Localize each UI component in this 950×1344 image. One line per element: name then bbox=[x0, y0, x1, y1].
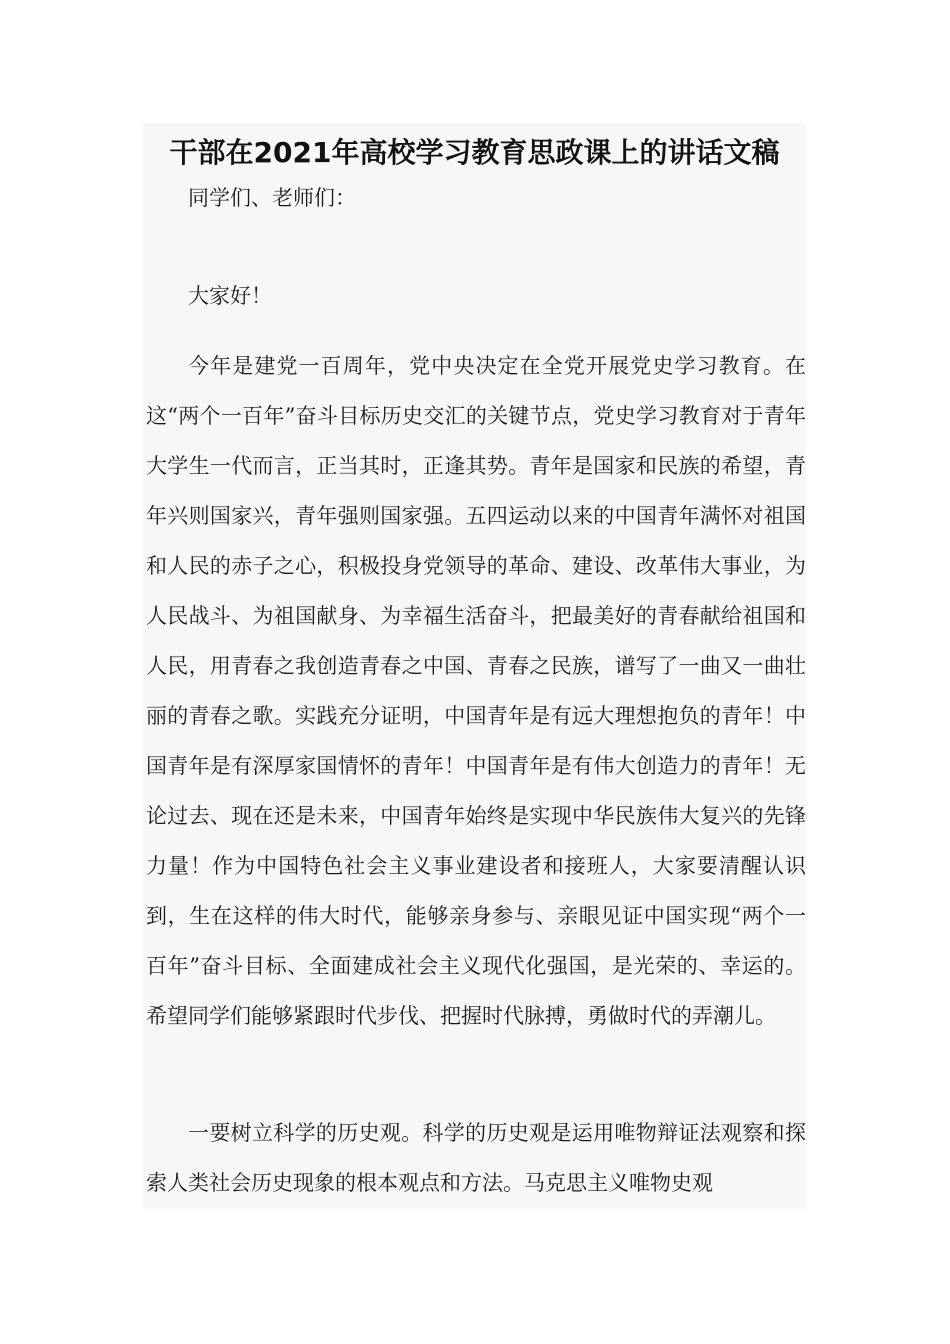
document-title: 干部在2021年高校学习教育思政课上的讲话文稿 bbox=[169, 136, 780, 169]
document-page bbox=[143, 123, 806, 1209]
body-paragraph-2: 一要树立科学的历史观。科学的历史观是运用唯物辩证法观察和探索人类社会历史现象的根本观点和方法。马克思主义唯物史观 bbox=[146, 1121, 806, 1195]
body-paragraph-1: 今年是建党一百周年，党中央决定在全党开展党史学习教育。在这“两个一百年”奋斗目标历史交汇的关键节点，党史学习教育对于青年大学生一代而言，正当其时，正逢其势。青年是国家和民族的希望，青年兴则国家兴，青年强则国家强。五四运动以来的中国青年满怀对祖国和人民的赤子之心，积极投身党领导的革命、建设、改革伟大事业，为人民战斗、为祖国献身、为幸福生活奋斗，把最美好的青春献给祖国和人民，用青春之我创造青春之中国、青春之民族，谱写了一曲又一曲壮丽的青春之歌。实践充分证明，中国青年是有远大理想抱负的青年！中国青年是有深厚家国情怀的青年！中国青年是有伟大创造力的青年！无论过去、现在还是未来，中国青年始终是实现中华民族伟大复兴的先锋力量！作为中国特色社会主义事业建设者和接班人，大家要清醒认识到，生在这样的伟大时代，能够亲身参与、亲眼见证中国实现“两个一百年”奋斗目标、全面建成社会主义现代化强国，是光荣的、幸运的。希望同学们能够紧跟时代步伐、把握时代脉搏，勇做时代的弄潮儿。 bbox=[146, 354, 806, 1028]
greeting-line: 同学们、老师们： bbox=[188, 186, 356, 210]
salutation-line: 大家好！ bbox=[188, 284, 272, 308]
